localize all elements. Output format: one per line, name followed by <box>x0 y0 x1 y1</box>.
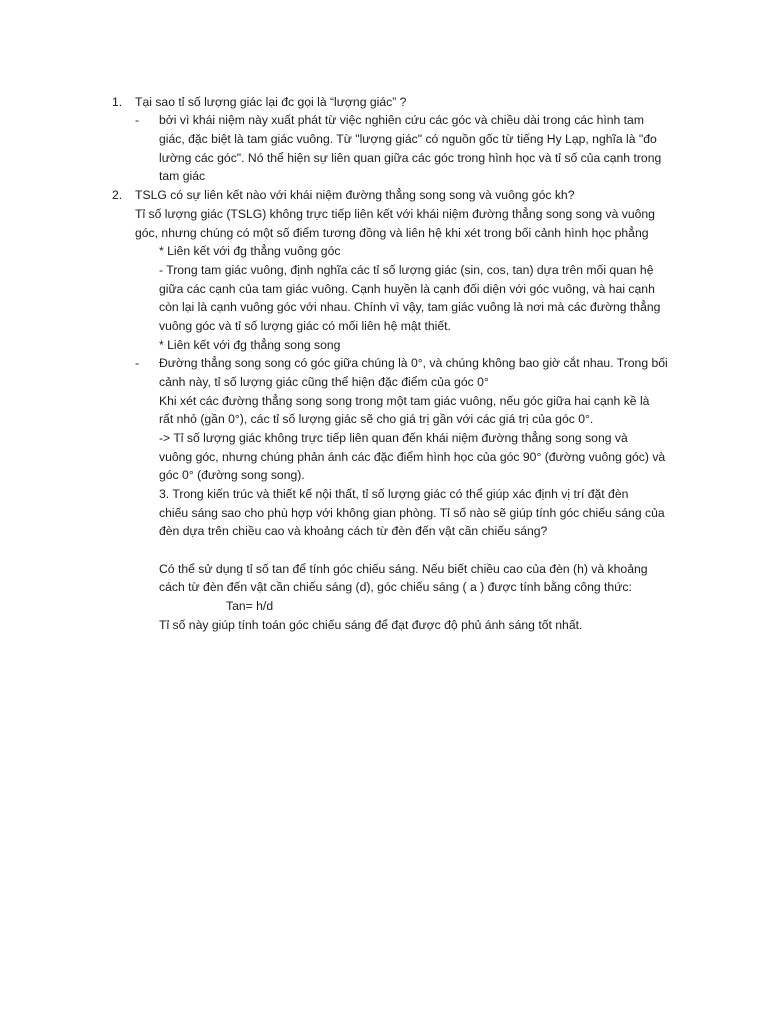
q1-answer-line: giác, đặc biệt là tam giác vuông. Từ "lượng giác" có nguồn gốc từ tiếng Hy Lạp, nghĩa là "đo <box>159 132 657 146</box>
q2-parallel-line: cảnh này, tỉ số lượng giác cũng thể hiện đặc điểm của góc 0° <box>159 375 489 389</box>
q3-question-line: chiếu sáng sao cho phù hợp với không gian phòng. Tỉ số nào sẽ giúp tính góc chiếu sáng của <box>159 506 665 520</box>
q2-conclusion-line: vuông góc, nhưng chúng phản ánh các đặc điểm hình học của góc 90° (đường vuông góc) và <box>159 450 666 464</box>
q2-question: TSLG có sự liên kết nào với khái niệm đường thẳng song song và vuông góc kh? <box>135 188 575 202</box>
q2-parallel-line: rất nhỏ (gần 0°), các tỉ số lượng giác sẽ cho giá trị gần với các giá trị của góc 0°. <box>159 412 594 426</box>
q2-intro-line: Tỉ số lượng giác (TSLG) không trực tiếp liên kết với khái niệm đường thẳng song song và vuông <box>135 207 655 221</box>
q2-perpendicular-heading: * Liên kết với đg thẳng vuông góc <box>159 244 341 258</box>
q1-question: Tại sao tỉ số lượng giác lại đc gọi là “lượng giác” ? <box>135 95 407 109</box>
q2-intro-line: góc, nhưng chúng có một số điểm tương đồng và liên hệ khi xét trong bối cảnh hình học phẳng <box>135 226 649 240</box>
q1-dash: - <box>135 113 140 127</box>
q3-question-line: 3. Trong kiến trúc và thiết kế nội thất, tỉ số lượng giác có thể giúp xác định vị trí đặt đèn <box>159 487 629 501</box>
q3-answer-line: Có thể sử dụng tỉ số tan để tính góc chiếu sáng. Nếu biết chiều cao của đèn (h) và khoảng <box>159 562 648 576</box>
q3-question-line: đèn dựa trên chiều cao và khoảng cách từ đèn đến vật cần chiếu sáng? <box>159 524 548 538</box>
q1-answer-line: bởi vì khái niệm này xuất phát từ việc nghiên cứu các góc và chiều dài trong các hình tam <box>159 113 644 127</box>
q2-perpendicular-line: giữa các cạnh của tam giác vuông. Cạnh huyền là cạnh đối diện với góc vuông, và hai cạnh <box>159 282 655 296</box>
q2-parallel-heading: * Liên kết với đg thẳng song song <box>159 338 341 352</box>
q2-dash: - <box>135 356 140 370</box>
q2-parallel-line: Khi xét các đường thẳng song song trong một tam giác vuông, nếu góc giữa hai cạnh kề là <box>159 394 650 408</box>
q1-number: 1. <box>112 95 123 109</box>
q2-conclusion-line: góc 0° (đường song song). <box>159 468 305 482</box>
q1-answer-line: lường các góc". Nó thể hiện sự liên quan giữa các góc trong hình học và tỉ số của cạnh trong <box>159 151 662 165</box>
q2-perpendicular-line: vuông góc và tỉ số lượng giác có mối liên hệ mật thiết. <box>159 319 451 333</box>
q3-answer-line: cách từ đèn đến vật cần chiếu sáng (d), góc chiếu sáng ( a ) được tính bằng công thức: <box>159 580 632 594</box>
q2-parallel-line: Đường thẳng song song có góc giữa chúng là 0°, và chúng không bao giờ cắt nhau. Trong bối <box>159 356 668 370</box>
q3-final-line: Tỉ số này giúp tính toán góc chiếu sáng để đạt được độ phủ ánh sáng tốt nhất. <box>159 618 583 632</box>
q1-answer-line: tam giác <box>159 169 206 183</box>
q2-number: 2. <box>112 188 123 202</box>
q2-conclusion-line: -> Tỉ số lượng giác không trực tiếp liên quan đến khái niệm đường thẳng song song và <box>159 431 628 445</box>
q3-formula: Tan= h/d <box>226 599 274 613</box>
q2-perpendicular-line: còn lại là cạnh vuông góc với nhau. Chính vì vậy, tam giác vuông là nơi mà các đường thẳng <box>159 300 661 314</box>
q2-perpendicular-line: - Trong tam giác vuông, định nghĩa các tỉ số lượng giác (sin, cos, tan) dựa trên mối quan hệ <box>159 263 654 277</box>
